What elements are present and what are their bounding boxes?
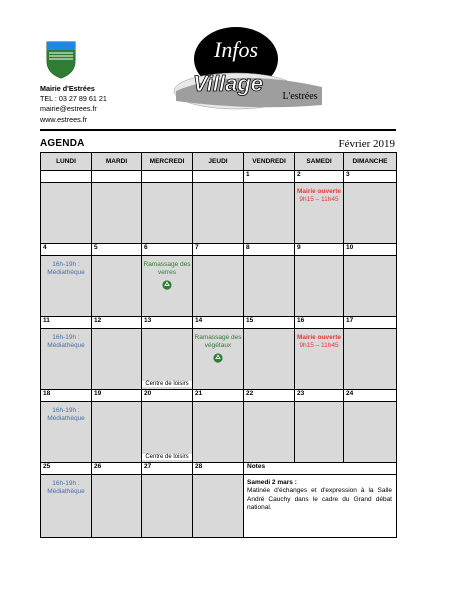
mairie-event [295, 183, 343, 204]
day-number: 25 [41, 463, 92, 475]
day-number: 12 [92, 317, 142, 329]
day-cell [244, 402, 295, 463]
day-cell [142, 402, 193, 463]
mairie-shield-logo [46, 41, 76, 79]
green-waste-collection-event: Ramassage des végétaux [194, 334, 242, 349]
week-number-row [41, 463, 397, 475]
centre-loisirs-label: Centre de loisirs [142, 454, 192, 460]
day-cell [92, 402, 142, 463]
day-cell [193, 183, 244, 244]
mairie-hours: 9h15 – 11h45 [299, 196, 339, 203]
weekday-label: DIMANCHE [344, 153, 397, 171]
agenda-title: AGENDA [40, 138, 85, 149]
day-cell [142, 329, 193, 390]
day-number: 27 [142, 463, 193, 475]
day-number: 28 [193, 463, 244, 475]
day-cell [295, 329, 344, 390]
mairie-email: mairie@estrees.fr [40, 104, 97, 114]
day-number: 21 [193, 390, 244, 402]
day-number: 7 [193, 244, 244, 256]
day-number: 17 [344, 317, 397, 329]
day-number: 10 [344, 244, 397, 256]
mairie-name: Mairie d'Estrées [40, 84, 95, 93]
calendar-table [40, 152, 397, 538]
notes-content [244, 475, 397, 538]
logo-infos-text: Infos [214, 37, 258, 62]
day-number: 18 [41, 390, 92, 402]
recycle-icon [162, 280, 172, 290]
day-number: 23 [295, 390, 344, 402]
week-number-row [41, 317, 397, 329]
mairie-contact [40, 84, 107, 125]
day-number: 22 [244, 390, 295, 402]
weekday-label: MERCREDI [142, 153, 193, 171]
day-cell [41, 475, 92, 538]
day-cell [142, 183, 193, 244]
week-events-row [41, 329, 397, 390]
week-number-row [41, 171, 397, 183]
day-cell [344, 183, 397, 244]
day-number: 16 [295, 317, 344, 329]
day-number: 26 [92, 463, 142, 475]
mediatheque-event: 16h-19h : Médiathèque [47, 407, 85, 422]
day-cell [41, 402, 92, 463]
logo-village-text: Village [192, 71, 264, 96]
day-number: 5 [92, 244, 142, 256]
day-number: 11 [41, 317, 92, 329]
week-events-row [41, 256, 397, 317]
mediatheque-event: 16h-19h : Médiathèque [47, 261, 85, 276]
day-cell [244, 183, 295, 244]
mairie-open-label: Mairie ouverte [296, 188, 342, 195]
mairie-website: www.estrees.fr [40, 114, 88, 124]
week-number-row [41, 244, 397, 256]
weekday-label: JEUDI [193, 153, 244, 171]
day-number: 24 [344, 390, 397, 402]
day-number: 15 [244, 317, 295, 329]
day-number: 1 [244, 171, 295, 183]
day-cell [244, 256, 295, 317]
day-cell [344, 256, 397, 317]
day-cell [142, 256, 193, 317]
day-cell [193, 402, 244, 463]
mairie-open-label: Mairie ouverte [296, 334, 342, 341]
day-cell [193, 329, 244, 390]
weekday-label: SAMEDI [295, 153, 344, 171]
day-number: 6 [142, 244, 193, 256]
glass-collection-event: Ramassage des verres [143, 261, 191, 276]
day-number [142, 171, 193, 183]
mediatheque-event: 16h-19h : Médiathèque [47, 480, 85, 495]
centre-loisirs-label: Centre de loisirs [142, 381, 192, 387]
day-number: 14 [193, 317, 244, 329]
week-events-row [41, 183, 397, 244]
day-number [92, 171, 142, 183]
week-number-row [41, 390, 397, 402]
day-cell [295, 402, 344, 463]
notes-label: Notes [244, 463, 397, 475]
recycle-icon [213, 353, 223, 363]
mairie-hours: 9h15 – 11h45 [299, 342, 339, 349]
day-number: 13 [142, 317, 193, 329]
weekday-label: MARDI [92, 153, 142, 171]
agenda-month: Février 2019 [338, 138, 395, 150]
day-cell [295, 256, 344, 317]
notes-heading: Samedi 2 mars : [247, 479, 297, 486]
day-number: 8 [244, 244, 295, 256]
logo-estrees-text: L'estrées [282, 91, 318, 102]
day-number [41, 171, 92, 183]
day-number: 20 [142, 390, 193, 402]
day-cell [41, 183, 92, 244]
week-events-row [41, 402, 397, 463]
day-cell [193, 256, 244, 317]
mairie-event [295, 329, 343, 350]
week-events-row [41, 475, 397, 538]
day-cell [41, 256, 92, 317]
infos-village-logo [172, 27, 332, 111]
weekday-header-row [41, 153, 397, 171]
day-number: 2 [295, 171, 344, 183]
mairie-phone: TEL : 03 27 89 61 21 [40, 94, 107, 104]
day-cell [92, 329, 142, 390]
notes-text: Matinée d'échanges et d'expression à la Salle André Cauchy dans le cadre du Grand débat national. [247, 487, 392, 512]
day-cell [295, 183, 344, 244]
mediatheque-event: 16h-19h : Médiathèque [47, 334, 85, 349]
day-cell [92, 475, 142, 538]
day-cell [193, 475, 244, 538]
header-divider [40, 129, 396, 131]
day-cell [92, 256, 142, 317]
day-cell [344, 329, 397, 390]
day-number: 3 [344, 171, 397, 183]
day-cell [92, 183, 142, 244]
weekday-label: VENDREDI [244, 153, 295, 171]
day-cell [41, 329, 92, 390]
day-cell [244, 329, 295, 390]
day-cell [344, 402, 397, 463]
weekday-label: LUNDI [41, 153, 92, 171]
day-number: 9 [295, 244, 344, 256]
day-cell [142, 475, 193, 538]
day-number: 19 [92, 390, 142, 402]
day-number: 4 [41, 244, 92, 256]
day-number [193, 171, 244, 183]
